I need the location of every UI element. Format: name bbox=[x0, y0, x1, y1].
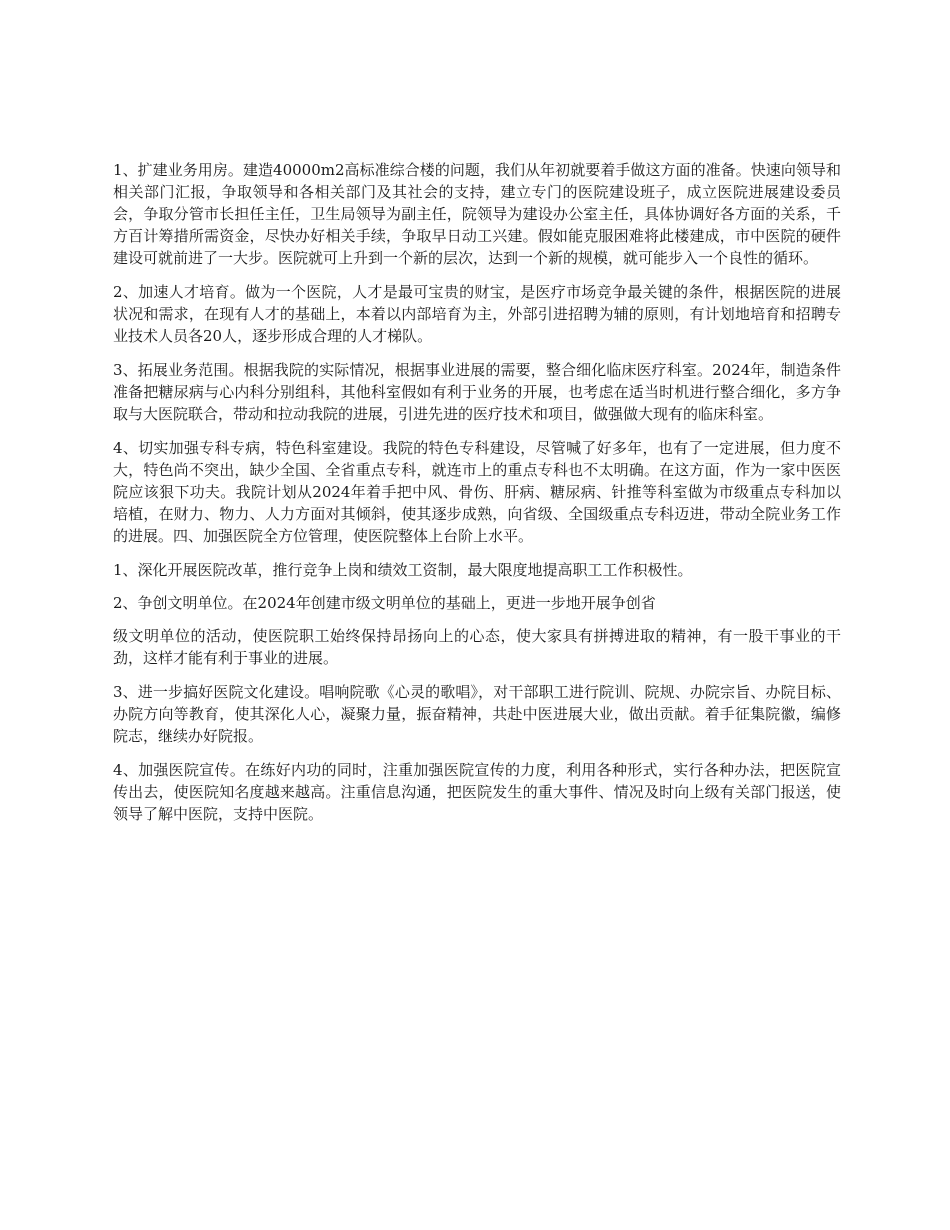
paragraph-hospital-reform: 1、深化开展医院改革，推行竞争上岗和绩效工资制，最大限度地提高职工工作积极性。 bbox=[113, 561, 693, 579]
paragraph-civilized-unit-continued: 级文明单位的活动，使医院职工始终保持昂扬向上的心态，使大家具有拼搏进取的精神，有一股干事业的干劲，这样才能有利于事业的进展。 bbox=[113, 627, 841, 667]
paragraph-expand-building: 1、扩建业务用房。建造40000m2高标准综合楼的问题，我们从年初就要着手做这方面的准备。快速向领导和相关部门汇报，争取领导和各相关部门及其社会的支持，建立专门的医院建设班子，成立医院进展建设委员会，争取分管市长担任主任，卫生局领导为副主任，院领导为建设办公室主任，具体协调好各方面的关系，千方百计筹措所需资金，尽快办好相关手续，争取早日动工兴建。假如能克服困难将此楼建成，市中医院的硬件建设可就前进了一大步。医院就可上升到一个新的层次，达到一个新的规模，就可能步入一个良性的循环。 bbox=[113, 161, 841, 267]
paragraph-specialty-departments: 4、切实加强专科专病，特色科室建设。我院的特色专科建设，尽管喊了好多年，也有了一定进展，但力度不大，特色尚不突出，缺少全国、全省重点专科，就连市上的重点专科也不太明确。在这方面，作为一家中医医院应该狠下功夫。我院计划从2024年着手把中风、骨伤、肝病、糖尿病、针推等科室做为市级重点专科加以培植，在财力、物力、人力方面对其倾斜，使其逐步成熟，向省级、全国级重点专科迈进，带动全院业务工作的进展。四、加强医院全方位管理，使医院整体上台阶上水平。 bbox=[113, 439, 841, 545]
paragraph-talent-training: 2、加速人才培育。做为一个医院，人才是最可宝贵的财宝，是医疗市场竞争最关键的条件，根据医院的进展状况和需求，在现有人才的基础上，本着以内部培育为主，外部引进招聘为辅的原则，有计划地培育和招聘专业技术人员各20人，逐步形成合理的人才梯队。 bbox=[113, 283, 841, 345]
paragraph-business-scope: 3、拓展业务范围。根据我院的实际情况，根据事业进展的需要，整合细化临床医疗科室。2024年，制造条件准备把糖尿病与心内科分别组科，其他科室假如有利于业务的开展，也考虑在适当时机进行整合细化，多方争取与大医院联合，带动和拉动我院的进展，引进先进的医疗技术和项目，做强做大现有的临床科室。 bbox=[113, 361, 841, 423]
document-body bbox=[113, 159, 841, 837]
paragraph-hospital-culture: 3、进一步搞好医院文化建设。唱响院歌《心灵的歌唱》，对干部职工进行院训、院规、办院宗旨、办院目标、办院方向等教育，使其深化人心，凝聚力量，振奋精神，共赴中医进展大业，做出贡献。着手征集院徽，编修院志，继续办好院报。 bbox=[113, 683, 841, 745]
paragraph-hospital-publicity: 4、加强医院宣传。在练好内功的同时，注重加强医院宣传的力度，利用各种形式，实行各种办法，把医院宣传出去，使医院知名度越来越高。注重信息沟通，把医院发生的重大事件、情况及时向上级有关部门报送，使领导了解中医院，支持中医院。 bbox=[113, 761, 841, 823]
paragraph-civilized-unit: 2、争创文明单位。在2024年创建市级文明单位的基础上，更进一步地开展争创省 bbox=[113, 594, 656, 612]
